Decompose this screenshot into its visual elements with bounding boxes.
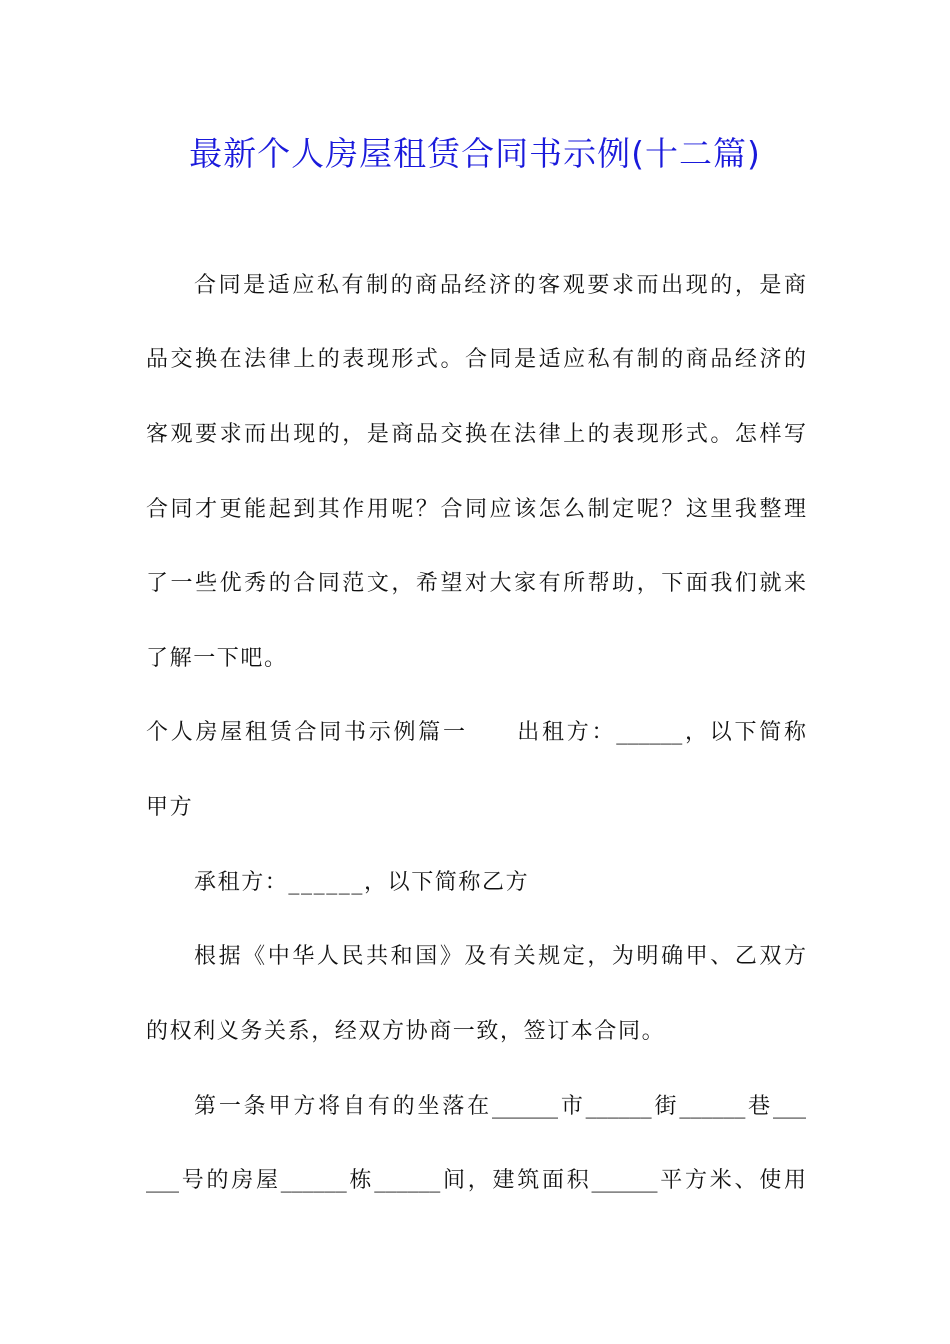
paragraph-line: 承租方：______，以下简称乙方 (194, 870, 530, 895)
paragraph-line: 合同才更能起到其作用呢？合同应该怎么制定呢？这里我整理 (146, 497, 806, 522)
paragraph-line: 客观要求而出现的，是商品交换在法律上的表现形式。怎样写 (146, 422, 806, 447)
paragraph-line: 合同是适应私有制的商品经济的客观要求而出现的，是商 (194, 273, 806, 298)
paragraph-line: 根据《中华人民共和国》及有关规定，为明确甲、乙双方 (194, 944, 806, 969)
paragraph-line: 了解一下吧。 (146, 646, 288, 671)
document-title: 最新个人房屋租赁合同书示例(十二篇) (189, 134, 761, 173)
paragraph-line: ___号的房屋______栋______间，建筑面积______平方米、使用 (146, 1168, 806, 1193)
paragraph-line: 第一条甲方将自有的坐落在______市______街______巷___ (194, 1094, 806, 1119)
paragraph-line: 的权利义务关系，经双方协商一致，签订本合同。 (146, 1019, 666, 1044)
paragraph-line: 甲方 (146, 795, 194, 820)
section-heading-line: 个人房屋租赁合同书示例篇一 出租方：______，以下简称 (146, 720, 806, 745)
paragraph-line: 了一些优秀的合同范文，希望对大家有所帮助，下面我们就来 (146, 571, 806, 596)
paragraph-line: 品交换在法律上的表现形式。合同是适应私有制的商品经济的 (146, 347, 806, 372)
